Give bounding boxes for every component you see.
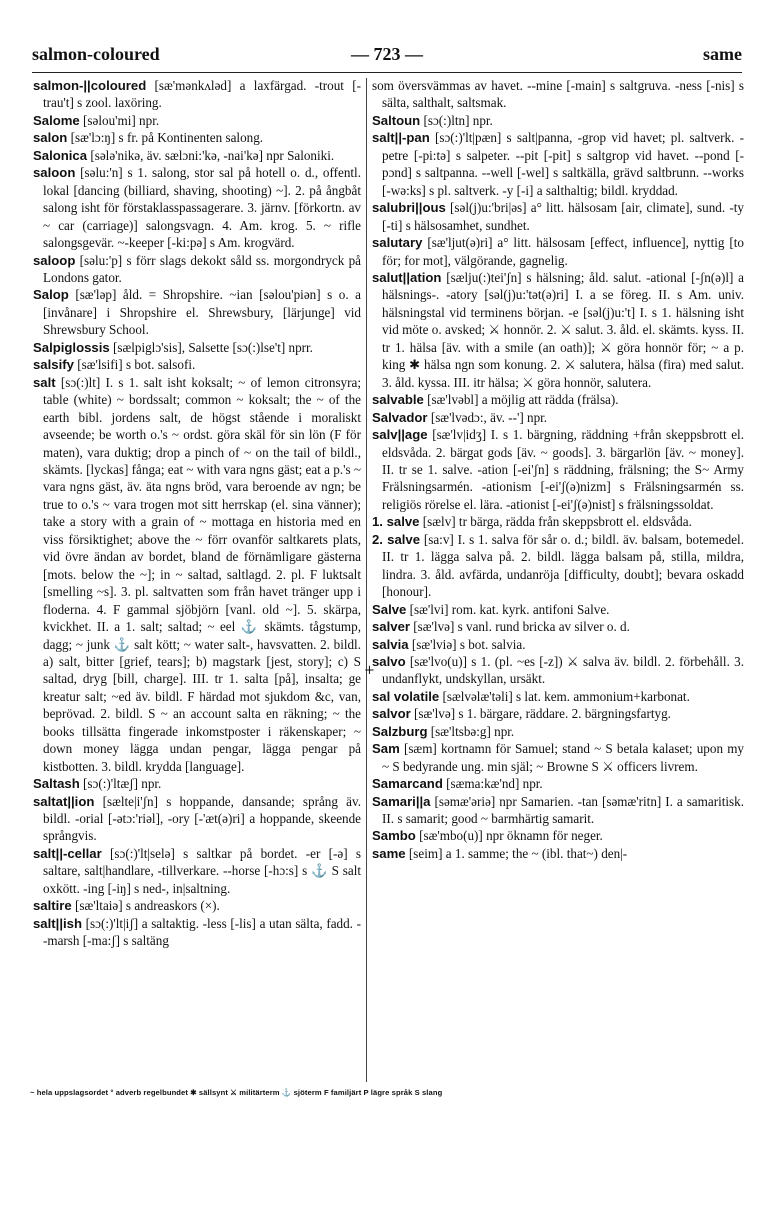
entry-headword: Salop — [33, 287, 69, 303]
entry-headword: salvia — [372, 636, 409, 652]
dictionary-entry — [372, 391, 744, 408]
entry-headword: salut||ation — [372, 269, 442, 285]
entry-definition: [sæ'lsifi] s bot. salsofi. — [77, 357, 196, 373]
dictionary-entry — [33, 339, 361, 356]
dictionary-entry — [372, 740, 744, 775]
dictionary-entry — [372, 269, 744, 391]
dictionary-entry — [372, 705, 744, 722]
entry-headword: same — [372, 845, 406, 861]
entry-definition: [sələ'nikə, äv. sælɔni:'kə, -nai'kə] npr Saloniki. — [90, 147, 335, 163]
entry-definition: [sæ'lvə] s 1. bärgare, räddare. 2. bärgningsfartyg. — [414, 706, 671, 722]
entry-headword: salvor — [372, 706, 411, 722]
entry-definition: [sæ'mənkʌləd] a laxfärgad. -trout [-trau't] s zool. laxöring. — [43, 78, 361, 111]
entry-definition: [sælju(:)tei'ʃn] s hälsning; åld. salut. -ational [-ʃn(ə)l] a hälsnings-. -atory [səl(j)u:'tət(ə)ri] I. a se föreg. II. s Am. univ. hälsningstal vid terminens början. -e [səl(j)u:'t] I. s 1. hälsning isht vid möte o. avsked; ⚔ honnör. 2. ⚔ salut. 3. åld. el. skämts. kyss. II. tr 1. hälsa [äv. with a smile (an oath)]; ⚔ göra honnör för; ~ a p. king ✱ hälsa ngn som konung. 2. ⚔ salutera, hälsa (fira) med salut. 3. åld. kyssa. III. itr hälsa; ⚔ göra honnör, salutera. — [382, 269, 744, 390]
dictionary-entry — [33, 374, 361, 775]
entry-definition: [sæ'ltaiə] s andreaskors (×). — [75, 898, 220, 914]
entry-definition: [sɔ(:)'lt|iʃ] a saltaktig. -less [-lis] a utan sälta, fadd. --marsh [-ma:ʃ] s saltäng — [43, 915, 361, 949]
entry-headword: Saltash — [33, 776, 80, 792]
entry-headword: 1. salve — [372, 514, 420, 530]
dictionary-entry — [33, 164, 361, 251]
entry-definition: [sæ'lvo(u)] s 1. (pl. ~es [-z]) ⚔ salva äv. bildl. 2. förbehåll. 3. undanflykt, undskyllan, ursäkt. — [382, 653, 744, 687]
entry-headword: saltire — [33, 898, 72, 914]
dictionary-entry — [372, 234, 744, 269]
entry-headword: Salome — [33, 112, 80, 128]
dictionary-entry — [372, 723, 744, 740]
entry-headword: Salpiglossis — [33, 339, 110, 355]
entry-definition: [səlu:'n] s 1. salong, stor sal på hotell o. d., offentl. lokal [dancing (billiard, shaving, shooting) ~]. 2. på ångbåt salong isht för förstaklasspassagerare. 3. järnv. [förkortn. av ~ car (carriage)] salongsvagn. 4. Am. krog. 5. ~ rifle salongsgevär. ~-keeper [-ki:pə] s Am. krogvärd. — [43, 165, 361, 251]
page-header — [32, 44, 742, 68]
dictionary-entry — [33, 793, 361, 845]
entry-definition: [sæ'ltsbə:g] npr. — [430, 723, 515, 739]
dictionary-entry — [33, 915, 361, 950]
left-guide-word: salmon-coloured — [32, 44, 160, 64]
entry-definition: [sɔ(:)'lt|selə] s saltkar på bordet. -er [-ə] s saltare, salt|handlare, -tillverkare. --horse [-hɔ:s] s ⚓ S salt oxkött. -ing [-iŋ] s ned-, in|saltning. — [43, 845, 361, 896]
entry-headword: Samarcand — [372, 776, 443, 792]
dictionary-entry — [33, 775, 361, 792]
dictionary-entry — [33, 252, 361, 287]
entry-definition: [səmæ'əriə] npr Samarien. -tan [səmæ'ritn] I. a samaritisk. II. s samarit; good ~ barmhärtig samarit. — [382, 793, 744, 827]
dictionary-entry — [372, 409, 744, 426]
entry-definition: [sæ'ljut(ə)ri] a° litt. hälsosam [effect, influence], nyttig [to för; for mot], välgörande, gagnelig. — [382, 235, 744, 268]
entry-definition: [sɔ(:)'lt|pæn] s salt|panna, -grop vid havet; pl. saltverk. -petre [-pi:tə] s salpeter. --pit [-pit] s saltgrop vid havet. --pond [-pɔnd] s saltpanna. --well [-wel] s saltkälla, grävd saltbrunn. --works [-wə:ks] s pl. saltverk. -y [-i] a salthaltig; bildl. kryddad. — [382, 130, 744, 198]
entry-headword: salvable — [372, 392, 424, 408]
entry-definition: [sælvəlæ'təli] s lat. kem. ammonium+karbonat. — [442, 688, 690, 704]
dictionary-entry — [372, 513, 744, 530]
header-rule — [32, 72, 742, 73]
dictionary-entry — [372, 636, 744, 653]
page-number: — 723 — — [351, 44, 423, 64]
entry-definition: [sælv] tr bärga, rädda från skeppsbrott el. eldsvåda. — [422, 514, 692, 530]
dictionary-entry — [372, 129, 744, 199]
entry-headword: Salzburg — [372, 723, 428, 739]
entry-definition: [sɔ(:)'ltæʃ] npr. — [83, 776, 162, 792]
entry-headword: saltat||ion — [33, 793, 95, 809]
dictionary-entry — [33, 77, 361, 112]
entry-definition: [sæ'lviə] s bot. salvia. — [411, 636, 526, 652]
entry-definition: [sɔ(:)ltn] npr. — [423, 112, 493, 128]
dictionary-entry — [372, 618, 744, 635]
dictionary-entry — [372, 793, 744, 828]
dictionary-entry — [372, 77, 744, 112]
abbreviation-legend: ~ hela uppslagsordet ° adverb regelbundet ✱ sällsynt ⚔ militärterm ⚓ sjöterm F familjärt P lägre språk S slang — [30, 1088, 443, 1097]
dictionary-entry — [33, 129, 361, 146]
entry-headword: salon — [33, 130, 68, 146]
dictionary-entry — [372, 601, 744, 618]
right-column — [372, 77, 744, 862]
entry-definition: som översvämmas av havet. --mine [-main] s saltgruva. -ness [-nis] s sälta, salthalt, saltsmak. — [372, 78, 744, 111]
left-column — [33, 77, 361, 950]
dictionary-entry — [372, 199, 744, 234]
dictionary-entry — [372, 426, 744, 513]
entry-headword: 2. salve — [372, 531, 421, 547]
entry-headword: salt||ish — [33, 915, 82, 931]
entry-headword: salt||-cellar — [33, 845, 102, 861]
dictionary-entry — [372, 653, 744, 688]
entry-definition: [sæ'lvədɔ:, äv. --'] npr. — [430, 409, 548, 425]
entry-headword: Salve — [372, 601, 407, 617]
entry-headword: saloop — [33, 252, 76, 268]
entry-definition: [sæ'lɔ:ŋ] s fr. på Kontinenten salong. — [70, 130, 264, 146]
entry-definition: [sæ'lvi] rom. kat. kyrk. antifoni Salve. — [409, 601, 610, 617]
entry-headword: Samari||a — [372, 793, 431, 809]
dictionary-entry — [33, 845, 361, 897]
entry-definition: [səlou'mi] npr. — [83, 112, 160, 128]
dictionary-entry — [33, 112, 361, 129]
entry-headword: salvo — [372, 653, 406, 669]
dictionary-entry — [33, 286, 361, 338]
entry-headword: salubri||ous — [372, 200, 446, 216]
entry-headword: Sambo — [372, 828, 416, 844]
entry-definition: [sæ'lvəbl] a möjlig att rädda (frälsa). — [427, 392, 619, 408]
entry-headword: salv||age — [372, 427, 428, 443]
entry-definition: [sælte|i'ʃn] s hoppande, dansande; språng äv. bildl. -orial [-ətɔ:'riəl], -ory [-'æt(ə)ri] a hoppande, skeende språngvis. — [43, 793, 361, 844]
entry-headword: saloon — [33, 165, 76, 181]
column-divider — [366, 78, 367, 1082]
entry-headword: salutary — [372, 235, 423, 251]
dictionary-entry — [372, 775, 744, 792]
entry-headword: Salonica — [33, 147, 88, 163]
dictionary-entry — [372, 688, 744, 705]
dictionary-entry — [372, 112, 744, 129]
margin-plus-mark: + — [364, 663, 375, 678]
entry-headword: salt — [33, 374, 56, 390]
entry-definition: [sæm] kortnamn för Samuel; stand ~ S betala kalaset; upon my ~ S bedyrande ung. min själ; ~ Browne S ⚔ officers livrem. — [382, 741, 744, 774]
dictionary-entry — [372, 845, 744, 862]
entry-headword: salver — [372, 619, 410, 635]
right-guide-word: same — [703, 44, 742, 64]
entry-headword: sal volatile — [372, 688, 440, 704]
entry-headword: Saltoun — [372, 112, 421, 128]
entry-definition: [səl(j)u:'bri|əs] a° litt. hälsosam [air, climate], sund. -ty [-ti] s hälsosamhet, sundhet. — [382, 200, 744, 233]
dictionary-entry — [33, 147, 361, 164]
entry-headword: salsify — [33, 357, 74, 373]
entry-headword: Salvador — [372, 409, 428, 425]
entry-definition: [sælpiglɔ'sis], Salsette [sɔ(:)lse't] nprr. — [112, 339, 313, 355]
entry-definition: [sæ'lv|idʒ] I. s 1. bärgning, räddning +från skeppsbrott el. eldsvåda. 2. bärgat gods [äv. ~ goods]. 3. bärgarlön [äv. ~ money]. II. tr se 1. salve. -ation [-ei'ʃn] s räddning, frälsning; the S~ Army Frälsningsarmén. -ationism [-ei'ʃ(ə)nizm] s Frälsningsarmén ss. religiös rörelse el. lära. -ationist [-ei'ʃ(ə)nist] s frälsningssoldat. — [382, 427, 744, 512]
entry-definition: [sɔ(:)lt] I. s 1. salt isht koksalt; ~ of lemon citronsyra; table (white) ~ bordssalt; common ~ koksalt; the ~ of the earth bibl. jordens salt, de högst stående i moraliskt avseende; be worth o.'s ~ ordst. göra skäl för sin lön (F för maten), vara duktig; drop a pinch of ~ on the tail of bildl., skämts. [lyckas] fånga; eat ~ with vara ngns gäst; eat a p.'s ~ vara ngns gäst, äv. äta ngns bröd, vara beroende av ngn; be true to o.'s ~ vara trogen mot sitt herrskap (el. sina vänner); take a story with a grain of ~ mottaga en historia med en viss försiktighet; above the ~ förr ovanför saltkarets plats, vid övre ändan av bordet, bland de förnämligare gästerna [mots. below the ~]; in ~ saltad, saltlagd. 2. pl. F luktsalt [smelling ~s]. 3. pl. saltvatten som från havet tränger upp i floderna. 4. F gammal sjöbjörn [vanl. old ~]. 5. skärpa, kvickhet. II. a 1. salt; saltad; ~ eel ⚓ skämts. tågstump, dagg; ~ junk ⚓ salt kött; ~ water salt-, havsvatten. 2. bildl. a) salt, bitter [grief, tears]; b) magstark [jest, story]; c) S saltad, dryg [bill, charge]. III. tr 1. salta [på], insalta; ge kreatur salt; ~ed äv. bildl. F härdad mot sjukdom &c, van, beprövad. 2. bildl. S ~ an account salta en räkning; ~ the books tillsätta fingerade inkomstposter i räkenskaper; ~ down money lägga undan pengar, lägga pengar på kistbotten. 3. bildl. krydda [language]. — [43, 374, 361, 774]
dictionary-entry — [33, 897, 361, 914]
dictionary-entry — [33, 356, 361, 373]
entry-definition: [sa:v] I. s 1. salva för sår o. d.; bildl. äv. balsam, botemedel. II. tr 1. lägga salva på. 2. bildl. lägga balsam på, stilla, mildra, lindra. 3. åld. avfärda, undanröja [difficulty, doubt]; bevara oskadd [honour]. — [382, 531, 744, 600]
dictionary-entry — [372, 827, 744, 844]
entry-definition: [sæ'mbo(u)] npr öknamn för neger. — [419, 828, 603, 844]
entry-definition: [sæma:kæ'nd] npr. — [446, 776, 543, 792]
entry-headword: Sam — [372, 741, 400, 757]
entry-definition: [seim] a 1. samme; the ~ (ibl. that~) den|- — [408, 845, 628, 861]
entry-headword: salmon-||coloured — [33, 78, 147, 93]
entry-definition: [sæ'lvə] s vanl. rund bricka av silver o. d. — [413, 619, 630, 635]
dictionary-entry — [372, 531, 744, 601]
entry-definition: [sæ'ləp] åld. = Shropshire. ~ian [səlou'piən] s o. a [invånare] i Shropshire el. Shrewsbury, [lärjunge] vid Shrewsbury School. — [43, 287, 361, 338]
entry-headword: salt||-pan — [372, 130, 430, 146]
entry-definition: [səlu:'p] s förr slags dekokt såld ss. morgondryck på Londons gator. — [43, 252, 361, 285]
